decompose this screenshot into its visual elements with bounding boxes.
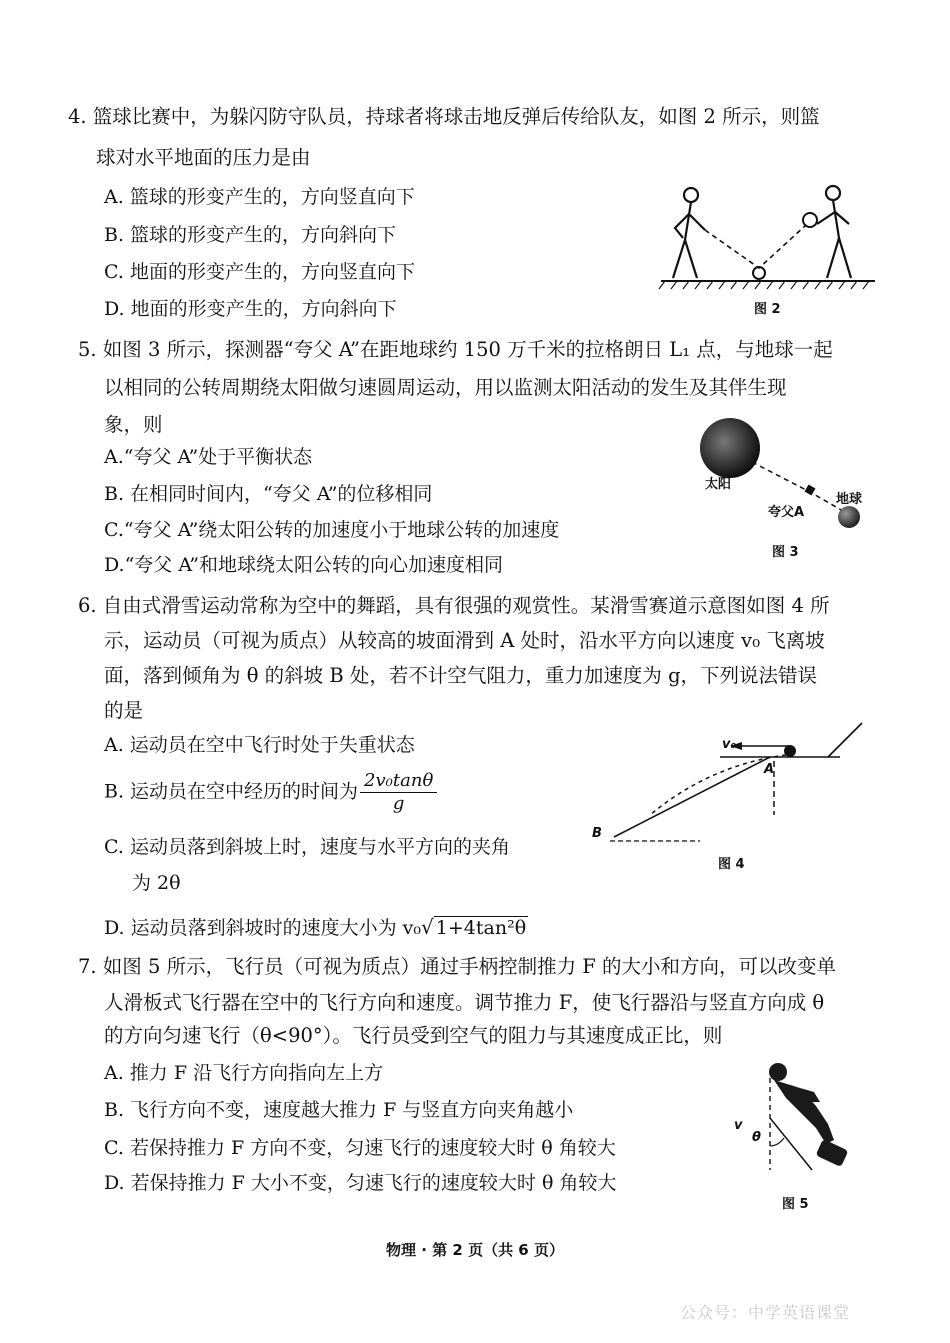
figure2-caption: 图 2 bbox=[754, 302, 781, 317]
flyer-figure bbox=[730, 1058, 860, 1188]
q7-stem-line3: 的方向匀速飞行（θ<90°）。飞行员受到空气的阻力与其速度成正比，则 bbox=[104, 1024, 723, 1047]
q7-option-b: B. 飞行方向不变，速度越大推力 F 与竖直方向夹角越小 bbox=[104, 1099, 574, 1121]
point-b-label: B bbox=[592, 826, 602, 841]
q4-option-a: A. 篮球的形变产生的，方向竖直向下 bbox=[104, 186, 415, 208]
q4-option-d: D. 地面的形变产生的，方向斜向下 bbox=[104, 298, 397, 320]
earth-label: 地球 bbox=[836, 492, 863, 507]
v0-label: v₀ bbox=[722, 737, 737, 752]
velocity-label: v bbox=[734, 1118, 743, 1133]
fraction-numerator: 2v₀tanθ bbox=[360, 770, 437, 793]
q7-stem-line1: 7. 如图 5 所示，飞行员（可视为质点）通过手柄控制推力 F 的大小和方向，可以改变单 bbox=[78, 955, 837, 978]
pilot-icon bbox=[769, 1063, 848, 1167]
fraction-denominator: g bbox=[392, 793, 405, 814]
q6-option-b-text: B. 运动员在空中经历的时间为 bbox=[104, 780, 359, 803]
probe-label: 夸父A bbox=[768, 505, 805, 520]
q6-option-a: A. 运动员在空中飞行时处于失重状态 bbox=[104, 734, 415, 756]
q7-option-a: A. 推力 F 沿飞行方向指向左上方 bbox=[104, 1062, 384, 1084]
sqrt-radicand: 1+4tan²θ bbox=[435, 917, 527, 939]
q4-stem-line1: 4. 篮球比赛中，为躲闪防守队员，持球者将球击地反弹后传给队友，如图 2 所示，则篮 bbox=[68, 105, 820, 128]
q6-stem-line1: 6. 自由式滑雪运动常称为空中的舞蹈，具有很强的观赏性。某滑雪赛道示意图如图 4 所 bbox=[78, 594, 830, 617]
q4-option-c: C. 地面的形变产生的，方向竖直向下 bbox=[104, 261, 415, 283]
q6-stem-line2: 示，运动员（可视为质点）从较高的坡面滑到 A 处时，沿水平方向以速度 v₀ 飞离坡 bbox=[104, 629, 825, 652]
earth-icon bbox=[838, 506, 860, 528]
q7-stem-line2: 人滑板式飞行器在空中的飞行方向和速度。调节推力 F，使飞行器沿与竖直方向成 θ bbox=[104, 991, 825, 1014]
basketball-figure bbox=[655, 178, 885, 298]
sun-label: 太阳 bbox=[705, 477, 732, 492]
q4-stem-line2: 球对水平地面的压力是由 bbox=[96, 146, 311, 169]
q5-stem-line1: 5. 如图 3 所示，探测器“夸父 A”在距地球约 150 万千米的拉格朗日 L₁ 点，与地球一起 bbox=[78, 338, 833, 361]
q5-stem-line3: 象，则 bbox=[104, 413, 163, 436]
theta-label: θ bbox=[752, 1130, 761, 1145]
q5-option-b: B. 在相同时间内，“夸父 A”的位移相同 bbox=[104, 483, 433, 505]
point-a-label: A bbox=[764, 762, 775, 777]
q6-option-d: D. 运动员落到斜坡时的速度大小为 v₀√ 1+4tan²θ bbox=[104, 915, 527, 939]
watermark-text: 公众号：中学英语课堂 bbox=[680, 1303, 851, 1322]
q5-option-a: A.“夸父 A”处于平衡状态 bbox=[104, 446, 313, 468]
figure3-caption: 图 3 bbox=[772, 545, 799, 560]
q5-option-d: D.“夸父 A”和地球绕太阳公转的向心加速度相同 bbox=[104, 554, 503, 576]
time-fraction bbox=[360, 770, 437, 815]
sun-icon bbox=[700, 418, 760, 478]
figure4-caption: 图 4 bbox=[718, 857, 745, 872]
q6-option-c-line2: 为 2θ bbox=[132, 872, 181, 894]
q7-option-c: C. 若保持推力 F 方向不变，匀速飞行的速度较大时 θ 角较大 bbox=[104, 1137, 616, 1159]
q6-option-b bbox=[104, 770, 437, 815]
q6-stem-line3: 面，落到倾角为 θ 的斜坡 B 处，若不计空气阻力，重力加速度为 g，下列说法错误 bbox=[104, 664, 818, 687]
ski-slope-figure bbox=[590, 715, 875, 855]
q6-option-d-text: D. 运动员落到斜坡时的速度大小为 v₀ bbox=[104, 917, 422, 939]
q6-option-c-line1: C. 运动员落到斜坡上时，速度与水平方向的夹角 bbox=[104, 836, 510, 858]
q4-option-b: B. 篮球的形变产生的，方向斜向下 bbox=[104, 224, 397, 246]
q6-stem-line4: 的是 bbox=[104, 699, 144, 722]
q5-option-c: C.“夸父 A”绕太阳公转的加速度小于地球公转的加速度 bbox=[104, 519, 560, 541]
q5-stem-line2: 以相同的公转周期绕太阳做匀速圆周运动，用以监测太阳活动的发生及其伴生现 bbox=[104, 376, 787, 399]
page-footer: 物理 · 第 2 页（共 6 页） bbox=[386, 1241, 564, 1259]
probe-icon bbox=[805, 485, 816, 496]
figure5-caption: 图 5 bbox=[782, 1197, 809, 1212]
q7-option-d: D. 若保持推力 F 大小不变，匀速飞行的速度较大时 θ 角较大 bbox=[104, 1172, 617, 1194]
